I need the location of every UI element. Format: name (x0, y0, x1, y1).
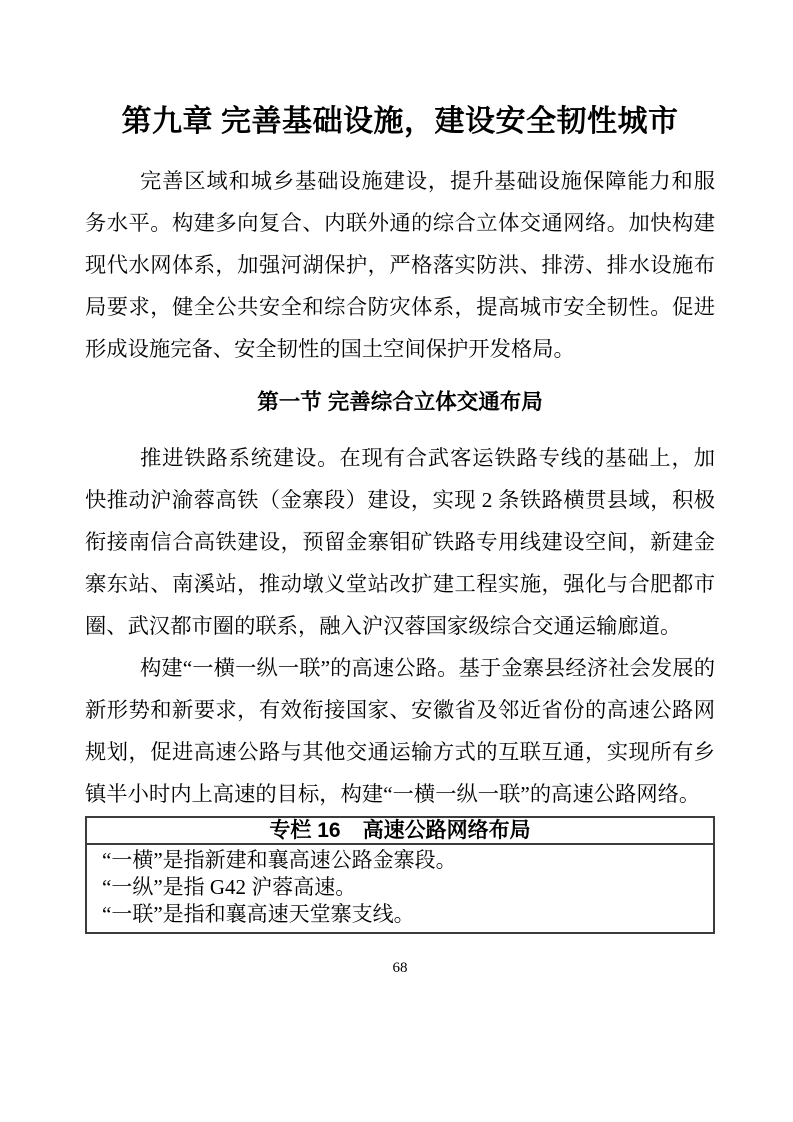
callout-line-lian: “一联”是指和襄高速天堂寨支线。 (102, 902, 415, 926)
callout-title: 高速公路网络布局 (362, 819, 531, 842)
callout-header (87, 818, 713, 845)
page-number: 68 (392, 960, 408, 976)
callout-line-zong: “一纵”是指 G42 沪蓉高速。 (102, 875, 357, 899)
paragraph-intro: 完善区域和城乡基础设施建设，提升基础设施保障能力和服务水平。构建多向复合、内联外通的综合立体交通网络。加快构建现代水网体系，加强河湖保护，严格落实防洪、排涝、排水设施布局要求，健全公共安全和综合防灾体系，提高城市安全韧性。促进形成设施完备、安全韧性的国土空间保护开发格局。 (85, 169, 715, 361)
callout-body (87, 845, 713, 932)
callout-line-heng: “一横”是指新建和襄高速公路金寨段。 (102, 848, 457, 872)
paragraph-highway: 构建“一横一纵一联”的高速公路。基于金寨县经济社会发展的新形势和新要求，有效衔接国家、安徽省及邻近省份的高速公路网规划，促进高速公路与其他交通运输方式的互联互通，实现所有乡镇半小时内上高速的目标，构建“一横一纵一联”的高速公路网络。 (85, 656, 715, 806)
paragraph-railway: 推进铁路系统建设。在现有合武客运铁路专线的基础上，加快推动沪渝蓉高铁（金寨段）建设，实现 2 条铁路横贯县域，积极衔接南信合高铁建设，预留金寨钼矿铁路专用线建设空间，新建金寨东站、南溪站，推动墩义堂站改扩建工程实施，强化与合肥都市圈、武汉都市圈的联系，融入沪汉蓉国家级综合交通运输廊道。 (85, 446, 715, 638)
chapter-title: 第九章 完善基础设施，建设安全韧性城市 (121, 105, 679, 138)
callout-label: 专栏 16 (269, 819, 341, 842)
section-heading: 第一节 完善综合立体交通布局 (257, 390, 543, 414)
callout-box (85, 816, 715, 934)
